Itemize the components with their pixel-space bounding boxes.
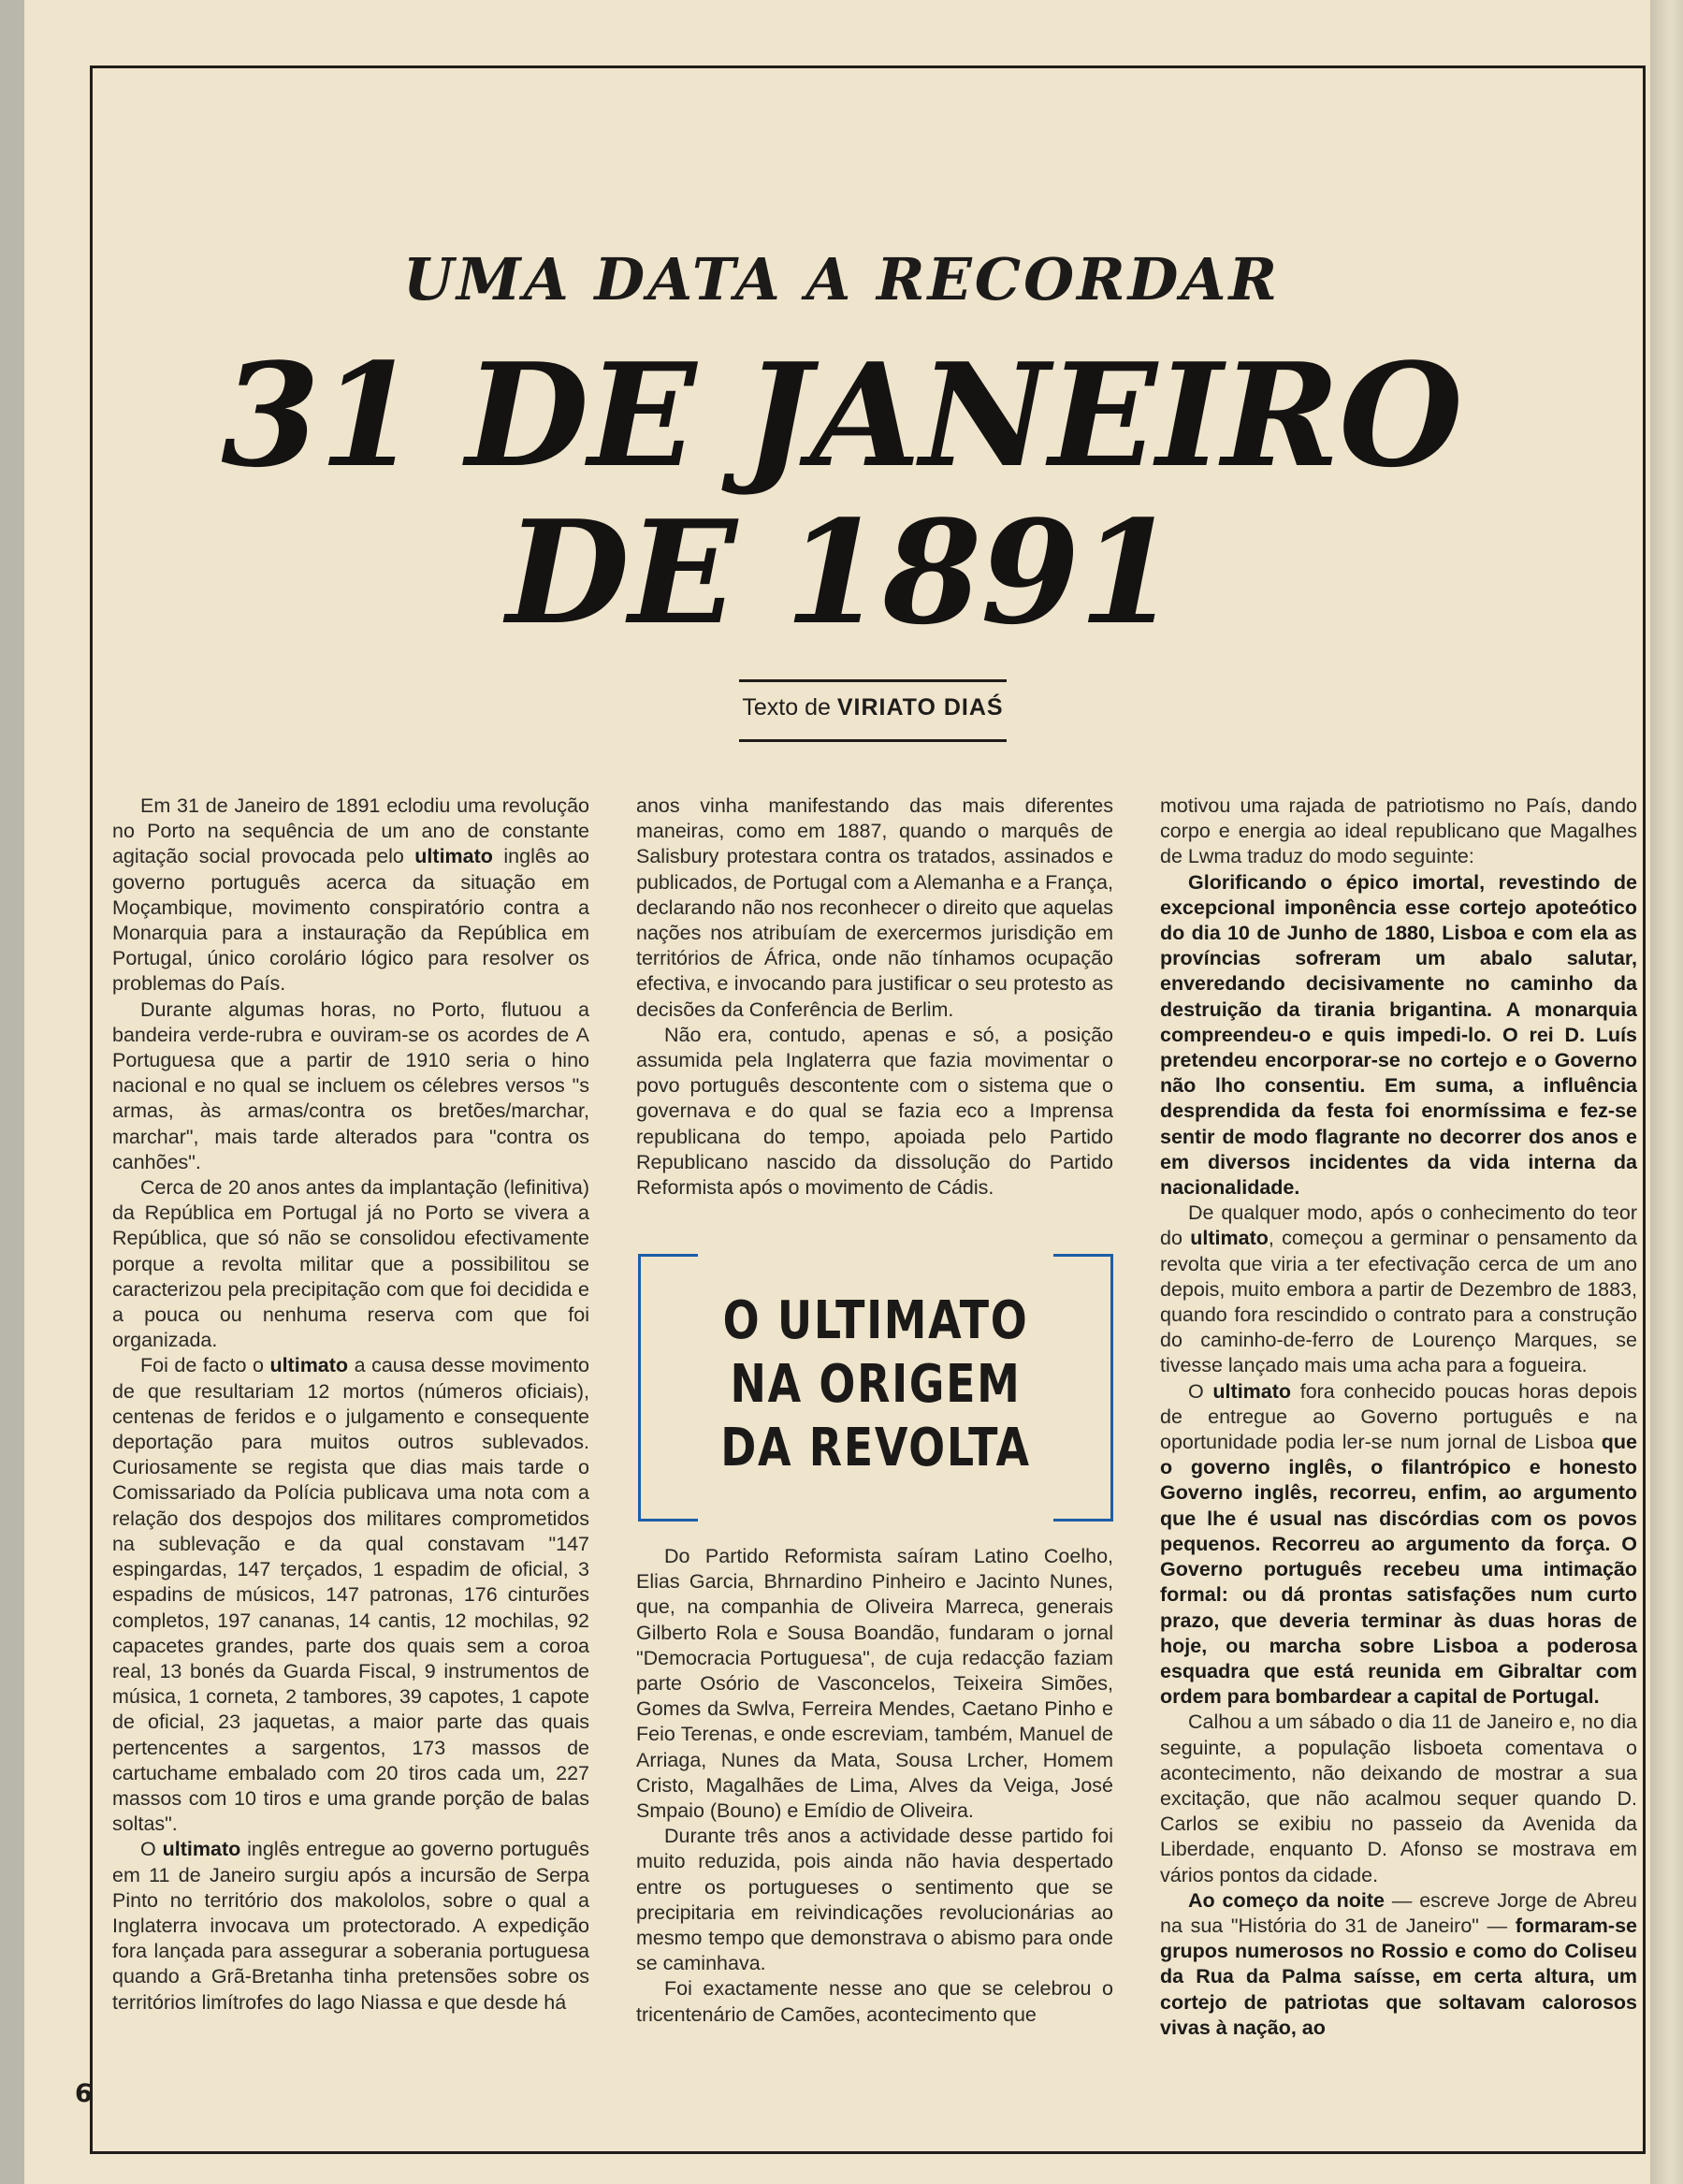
article-paragraph bbox=[1160, 1888, 1637, 2041]
paragraph-text-run: De qualquer modo, após o conhecimento do teor do bbox=[1160, 1201, 1637, 1250]
paragraph-text-run: Do Partido Reformista saíram Latino Coelho, Elias Garcia, Bhrnardino Pinheiro e Jacinto Nunes, que, na companhia de Oliveira Marreca, generais Gilberto Rola e Sousa Boandão, fundaram o jornal "Democracia Portuguesa", de cuja redacção faziam parte Osório de Vasconcelos, Teixeira Simões, Gomes da Swlva, Ferreira Mendes, Caetano Pinho e Feio Terenas, e onde escreviam, também, Manuel de Arriaga, Nunes da Mata, Sousa Lrcher, Homem Cristo, Magalhães de Lima, Alves da Veiga, José Smpaio (Bouno) e Emídio de Oliveira. bbox=[636, 1545, 1113, 1823]
boxout-frame bbox=[638, 1254, 1113, 1522]
article-paragraph bbox=[112, 1837, 589, 2015]
article-column-3 bbox=[1160, 794, 1637, 2041]
byline bbox=[711, 694, 1035, 721]
byline-rule-top bbox=[739, 679, 1007, 682]
paragraph-text-run: Calhou a um sábado o dia 11 de Janeiro e, no dia seguinte, a população lisboeta comentava o acontecimento, não deixando de mostrar a sua excitação, que não acalmou sequer quando D. Carlos se exibiu no passeio da Avenida da Liberdade, enquanto D. Afonso se mostrava em vários pontos da cidade. bbox=[1160, 1711, 1637, 1886]
paragraph-text-run: O bbox=[140, 1838, 163, 1861]
paragraph-text-run: formaram-se grupos numerosos no Rossio e como do Coliseu da Rua da Palma saísse, em certa altura, um cortejo de patriotas que soltavam calorosos vivas à nação, ao bbox=[1160, 1914, 1637, 2039]
paragraph-text-run: a causa desse movimento de que resultariam 12 mortos (números oficiais), centenas de feridos e o julgamento e consequente deportação para muitos outros sublevados. Curiosamente se regista que dias mais tarde o Comissariado da Polícia publicava uma nota com a relação dos despojos dos militares comprometidos na sublevação e da qual constavam "147 espingardas, 147 terçados, 1 espadim de oficial, 3 espadins de músicos, 147 patronas, 176 cinturões completos, 197 cananas, 14 cantis, 12 mochilas, 92 capacetes grandes, parte dos quais sem a coroa real, 13 bonés da Guarda Fiscal, 9 instrumentos de música, 1 corneta, 2 tambores, 39 capotes, 1 capote de oficial, 23 jaquetas, a maior parte das quais pertencentes a sargentos, 173 massos de cartuchame embalado com 20 tiros cada um, 227 massos com 10 tiros e uma grande porção de balas soltas". bbox=[112, 1354, 590, 1836]
paragraph-text-run: — escreve Jorge de Abreu na sua "História do 31 de Janeiro" — bbox=[1160, 1888, 1637, 1937]
headline-line-1: 31 DE JANEIRO bbox=[221, 331, 1462, 499]
paragraph-text-run: ultimato bbox=[1190, 1227, 1269, 1250]
boxout-title-line: DA REVOLTA bbox=[720, 1418, 1031, 1478]
paragraph-text-run: , começou a germinar o pensamento da revolta que viria a ter efectivação cerca de um ano depois, muito embora a partir de Dezembro de 1883, quando fora rescindido o contrato para a construção do caminho-de-ferro de Lourenço Marques, se tivesse lançado mais uma acha para a fogueira. bbox=[1160, 1227, 1637, 1377]
article-paragraph bbox=[636, 794, 1113, 1023]
paragraph-text-run: Durante três anos a actividade desse partido foi muito reduzida, pois ainda não havia despertado entre os portugueses o sentimento que se precipitaria em reivindicações revolucionárias ao mesmo tempo que demonstrava o abismo para onde se caminhava. bbox=[636, 1825, 1113, 1975]
boxout-border bbox=[1053, 1254, 1113, 1257]
paragraph-text-run: Não era, contudo, apenas e só, a posição assumida pela Inglaterra que fazia movimentar o povo português descontente com o sistema que o governava e do qual se fazia eco a Imprensa republicana do tempo, apoiada pelo Partido Republicano nascido da dissolução do Partido Reformista após o movimento de Cádis. bbox=[636, 1023, 1113, 1200]
boxout-title-line: NA ORIGEM bbox=[730, 1354, 1022, 1415]
article-column-1 bbox=[112, 794, 589, 2016]
paragraph-text-run: fora conhecido poucas horas depois de entregue ao Governo português e na oportunidade podia ler-se num jornal de Lisboa bbox=[1160, 1379, 1638, 1454]
article-column-2-top bbox=[636, 794, 1113, 1201]
article-column-2-bottom bbox=[636, 1544, 1113, 2028]
article-paragraph bbox=[636, 1824, 1113, 1976]
article-paragraph bbox=[112, 1353, 589, 1837]
kicker-title: UMA DATA A RECORDAR bbox=[402, 245, 1281, 313]
adjacent-page-edge bbox=[1650, 0, 1683, 2184]
paragraph-text-run: ultimato bbox=[1212, 1379, 1292, 1403]
article-paragraph bbox=[1160, 1710, 1637, 1887]
paragraph-text-run: O bbox=[1188, 1379, 1213, 1403]
paragraph-text-run: Ao começo da noite bbox=[1188, 1888, 1385, 1912]
article-paragraph bbox=[112, 1175, 589, 1353]
paragraph-text-run: ultimato bbox=[414, 845, 493, 868]
paragraph-text-run: Cerca de 20 anos antes da implantação (lefinitiva) da República em Portugal já no Porto se vivera a República, que só não se consolidou efectivamente porque a revolta militar que a possibilitou se caracterizou pela precipitação com que foi decidida e a pouca ou nenhuma reserva com que foi organizada. bbox=[112, 1176, 589, 1352]
paragraph-text-run: Durante algumas horas, no Porto, flutuou a bandeira verde-rubra e ouviram-se os acordes de A Portuguesa que a partir de 1910 seria o hino nacional e no qual se incluem os célebres versos "s armas, às armas/contra os bretões/marchar, marchar", mais tarde alterados para "contra os canhões". bbox=[112, 997, 589, 1173]
paragraph-text-run: anos vinha manifestando das mais diferentes maneiras, como em 1887, quando o marquês de Salisbury protestara contra os tratados, assinados e publicados, de Portugal com a Alemanha e a França, declarando não nos reconhecer o direito que aquelas nações nos atribuíam de exercermos jurisdição em territórios de África, onde não tínhamos ocupação efectiva, e invocando para justificar o seu protesto as decisões da Conferência de Berlim. bbox=[636, 794, 1113, 1021]
byline-rule-bottom bbox=[739, 739, 1007, 742]
paragraph-text-run: Glorificando o épico imortal, revestindo de excepcional imponência esse cortejo apoteótico do dia 10 de Junho de 1880, Lisboa e com ela as províncias sofreram um abalo salutar, enveredando decisivamente no caminho da destruição da tirania brigantina. A monarquia compreendeu-o e quis impedi-lo. O rei D. Luís pretendeu encorporar-se no cortejo e o Governo não lho consentiu. Em suma, a influência desprendida da festa foi enormíssima e fez-se sentir de modo flagrante no decorrer dos anos e em diversos incidentes da vida interna da nacionalidade. bbox=[1160, 870, 1637, 1200]
paragraph-text-run: que o governo inglês, o filantrópico e honesto Governo inglês, recorreu, enfim, ao argumento que lhe é usual nas discórdias com os povos pequenos. Recorreu ao argumento da força. O Governo português recebeu uma intimação formal: ou dá prontas satisfações num curto prazo, que deveria terminar às duas horas de hoje, ou marcha sobre Lisboa a poderosa esquadra que está reunida em Gibraltar com ordem para bombardear a capital de Portugal. bbox=[1160, 1431, 1637, 1709]
boxout-border bbox=[638, 1254, 641, 1522]
boxout-title-line: O ULTIMATO bbox=[722, 1290, 1029, 1351]
article-paragraph bbox=[1160, 794, 1637, 870]
article-paragraph bbox=[636, 1976, 1113, 2027]
paragraph-text-run: motivou uma rajada de patriotismo no País, dando corpo e energia ao ideal republicano que Magalhes de Lwma traduz do modo seguinte: bbox=[1160, 794, 1637, 868]
byline-author: VIRIATO DIAŚ bbox=[836, 694, 1004, 721]
boxout-border bbox=[1110, 1254, 1113, 1522]
paragraph-text-run: Em 31 de Janeiro de 1891 eclodiu uma revolução no Porto na sequência de um ano de constante agitação social provocada pelo bbox=[112, 794, 589, 868]
boxout-title bbox=[681, 1289, 1071, 1480]
paragraph-text-run: ultimato bbox=[162, 1838, 241, 1861]
boxout-border bbox=[638, 1254, 698, 1257]
article-paragraph bbox=[1160, 1379, 1637, 1711]
article-paragraph bbox=[1160, 870, 1637, 1201]
paragraph-text-run: inglês ao governo português acerca da situação em Moçambique, movimento conspiratório contra a Monarquia para a instauração da República em Portugal, único corolário lógico para resolver os problemas do País. bbox=[112, 845, 589, 996]
boxout-border bbox=[1053, 1519, 1113, 1522]
article-paragraph bbox=[1160, 1201, 1637, 1378]
article-paragraph bbox=[636, 1023, 1113, 1201]
article-paragraph bbox=[112, 997, 589, 1175]
paragraph-text-run: inglês entregue ao governo português em 11 de Janeiro surgiu após a incursão de Serpa Pinto no território dos makololos, sobre o qual a Inglaterra invocava um protectorado. A expedição fora lançada para assegurar a soberania portuguesa quando a Grã-Bretanha tinha pretensões sobre os territórios limítrofes do lago Niassa e que desde há bbox=[112, 1838, 589, 2014]
paragraph-text-run: Foi exactamente nesse ano que se celebrou o tricentenário de Camões, acontecimento que bbox=[636, 1977, 1113, 2026]
article-paragraph bbox=[636, 1544, 1113, 1824]
boxout-border bbox=[638, 1519, 698, 1522]
article-paragraph bbox=[112, 794, 589, 997]
paragraph-text-run: ultimato bbox=[269, 1354, 349, 1377]
paragraph-text-run: Foi de facto o bbox=[140, 1354, 270, 1377]
page-number: 6 bbox=[75, 2079, 93, 2108]
byline-prefix: Texto de bbox=[742, 694, 837, 721]
headline-line-2: DE 1891 bbox=[506, 488, 1177, 656]
